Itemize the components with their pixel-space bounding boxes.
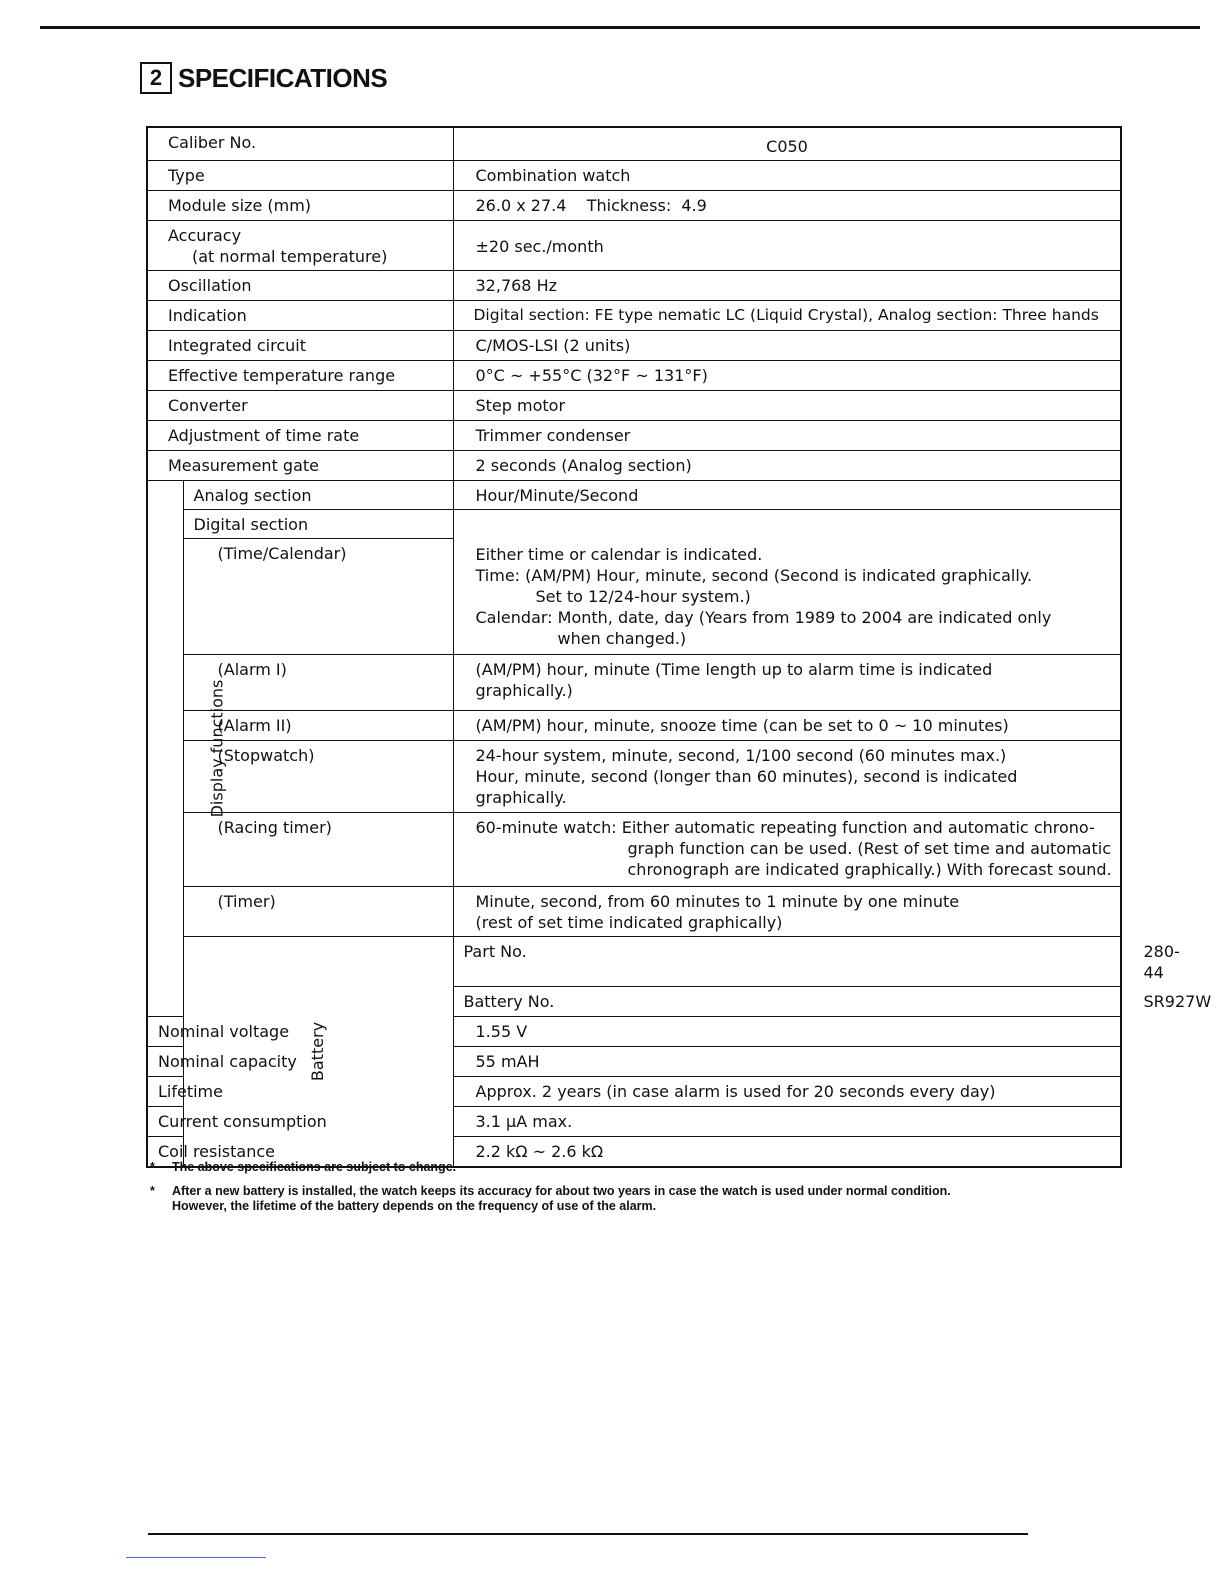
time-calendar-line-1: Either time or calendar is indicated.: [475, 545, 763, 564]
spec-value: [453, 813, 1121, 887]
spec-value: 2.2 kΩ ~ 2.6 kΩ: [453, 1137, 1121, 1167]
section-title: SPECIFICATIONS: [178, 62, 388, 93]
spec-value: 32,768 Hz: [453, 271, 1121, 301]
spec-label: Effective temperature range: [147, 361, 453, 391]
spec-label: Oscillation: [147, 271, 453, 301]
spec-value: 55 mAH: [453, 1047, 1121, 1077]
table-row: [147, 221, 1121, 271]
display-functions-label: Display functions: [207, 679, 227, 818]
table-row: [147, 481, 1121, 510]
racing-line-2: graph function can be used. (Rest of set time and automatic: [627, 839, 1111, 858]
table-row: [147, 361, 1121, 391]
spec-value: [453, 741, 1121, 813]
table-row: [147, 813, 1121, 887]
spec-value: 0°C ~ +55°C (32°F ~ 131°F): [453, 361, 1121, 391]
spec-label: Integrated circuit: [147, 331, 453, 361]
spec-label: Part No.: [453, 937, 1121, 987]
timer-line-2: (rest of set time indicated graphically): [475, 913, 783, 932]
table-row: [147, 711, 1121, 741]
table-row: [147, 161, 1121, 191]
alarm1-line-1: (AM/PM) hour, minute (Time length up to alarm time is indicated: [475, 660, 993, 679]
footnote-bullet: *: [150, 1184, 155, 1198]
spec-value: Digital section: FE type nematic LC (Liquid Crystal), Analog section: Three hands: [453, 301, 1121, 331]
table-row: [147, 391, 1121, 421]
spec-label: Module size (mm): [147, 191, 453, 221]
spec-value: ±20 sec./month: [453, 221, 1121, 271]
stopwatch-line-2: Hour, minute, second (longer than 60 minutes), second is indicated: [475, 767, 1018, 786]
spec-label: Measurement gate: [147, 451, 453, 481]
footnote-line-1: After a new battery is installed, the watch keeps its accuracy for about two years in case the watch is used under normal condition.: [172, 1184, 951, 1198]
stopwatch-line-1: 24-hour system, minute, second, 1/100 second (60 minutes max.): [475, 746, 1007, 765]
spec-label: (Stopwatch): [183, 741, 453, 813]
time-calendar-line-4: Calendar: Month, date, day (Years from 1989 to 2004 are indicated only: [475, 608, 1052, 627]
table-row: Battery Part No. 280-44: [147, 937, 1121, 987]
footnote-bullet: *: [150, 1160, 155, 1174]
footnote-text: [172, 1184, 951, 1214]
table-row: [147, 127, 1121, 161]
spec-label: (Time/Calendar): [183, 539, 453, 655]
table-row: [147, 191, 1121, 221]
spec-label: Adjustment of time rate: [147, 421, 453, 451]
battery-label: Battery: [308, 1021, 328, 1081]
spec-value: 2 seconds (Analog section): [453, 451, 1121, 481]
footnote-text: The above specifications are subject to change.: [172, 1160, 457, 1174]
spec-label: Converter: [147, 391, 453, 421]
display-functions-group: [147, 481, 227, 1017]
spec-label: (Racing timer): [183, 813, 453, 887]
table-row: [147, 331, 1121, 361]
table-row: [147, 887, 1121, 937]
table-row: [147, 451, 1121, 481]
top-rule: [40, 26, 1200, 29]
table-row: [147, 741, 1121, 813]
spec-value: Hour/Minute/Second: [453, 481, 1121, 510]
spec-value: (AM/PM) hour, minute, snooze time (can be set to 0 ~ 10 minutes): [453, 711, 1121, 741]
spec-value: 3.1 μA max.: [453, 1107, 1121, 1137]
spec-value: [453, 655, 1121, 711]
spec-label: Coil resistance: [147, 1137, 183, 1167]
racing-line-1: 60-minute watch: Either automatic repeating function and automatic chrono-: [475, 818, 1095, 837]
alarm1-line-2: graphically.): [475, 681, 573, 700]
blue-rule: [126, 1557, 266, 1558]
spec-value: C050: [453, 127, 1121, 161]
spec-value: C/MOS-LSI (2 units): [453, 331, 1121, 361]
specifications-table: [146, 126, 1212, 1168]
spec-value: 1.55 V: [453, 1017, 1121, 1047]
time-calendar-line-3: Set to 12/24-hour system.): [535, 587, 751, 606]
spec-value: [453, 887, 1121, 937]
spec-value: 26.0 x 27.4 Thickness: 4.9: [453, 191, 1121, 221]
spec-label: Analog section: [183, 481, 453, 510]
spec-label: Battery No.: [453, 987, 1121, 1017]
table-row: Battery No. SR927W: [147, 987, 1121, 1017]
spec-label: Type: [147, 161, 453, 191]
footnote: [150, 1184, 1110, 1214]
section-number: 2: [140, 62, 172, 94]
table-row: [147, 510, 1121, 539]
spec-label: Nominal capacity: [147, 1047, 183, 1077]
table-row: [147, 301, 1121, 331]
table-row: [147, 655, 1121, 711]
accuracy-label-2: (at normal temperature): [192, 247, 388, 266]
time-calendar-value: [453, 510, 1121, 655]
time-calendar-line-5: when changed.): [557, 629, 687, 648]
spec-value: Step motor: [453, 391, 1121, 421]
table-row: [147, 421, 1121, 451]
spec-label: (Alarm I): [183, 655, 453, 711]
footnote-line-2: However, the lifetime of the battery depends on the frequency of use of the alarm.: [172, 1199, 657, 1213]
spec-label: (Alarm II): [183, 711, 453, 741]
spec-value: Approx. 2 years (in case alarm is used for 20 seconds every day): [453, 1077, 1121, 1107]
spec-value: Trimmer condenser: [453, 421, 1121, 451]
footnotes: [150, 1160, 1110, 1223]
table-row: [147, 271, 1121, 301]
spec-value: Combination watch: [453, 161, 1121, 191]
spec-label: Caliber No.: [147, 127, 453, 161]
spec-label: Nominal voltage: [147, 1017, 183, 1047]
racing-line-3: chronograph are indicated graphically.) With forecast sound.: [627, 860, 1112, 879]
time-calendar-line-2: Time: (AM/PM) Hour, minute, second (Second is indicated graphically.: [475, 566, 1033, 585]
spec-label: (Timer): [183, 887, 453, 937]
timer-line-1: Minute, second, from 60 minutes to 1 minute by one minute: [475, 892, 960, 911]
accuracy-label: Accuracy: [168, 226, 242, 245]
spec-label: Indication: [147, 301, 453, 331]
section-heading: [140, 62, 387, 94]
spec-label: Lifetime: [147, 1077, 183, 1107]
bottom-rule: [148, 1533, 1028, 1535]
spec-label: Current consumption: [147, 1107, 183, 1137]
footnote: [150, 1160, 1110, 1175]
spec-label: [147, 221, 453, 271]
stopwatch-line-3: graphically.: [475, 788, 567, 807]
spec-label: Digital section: [183, 510, 453, 539]
